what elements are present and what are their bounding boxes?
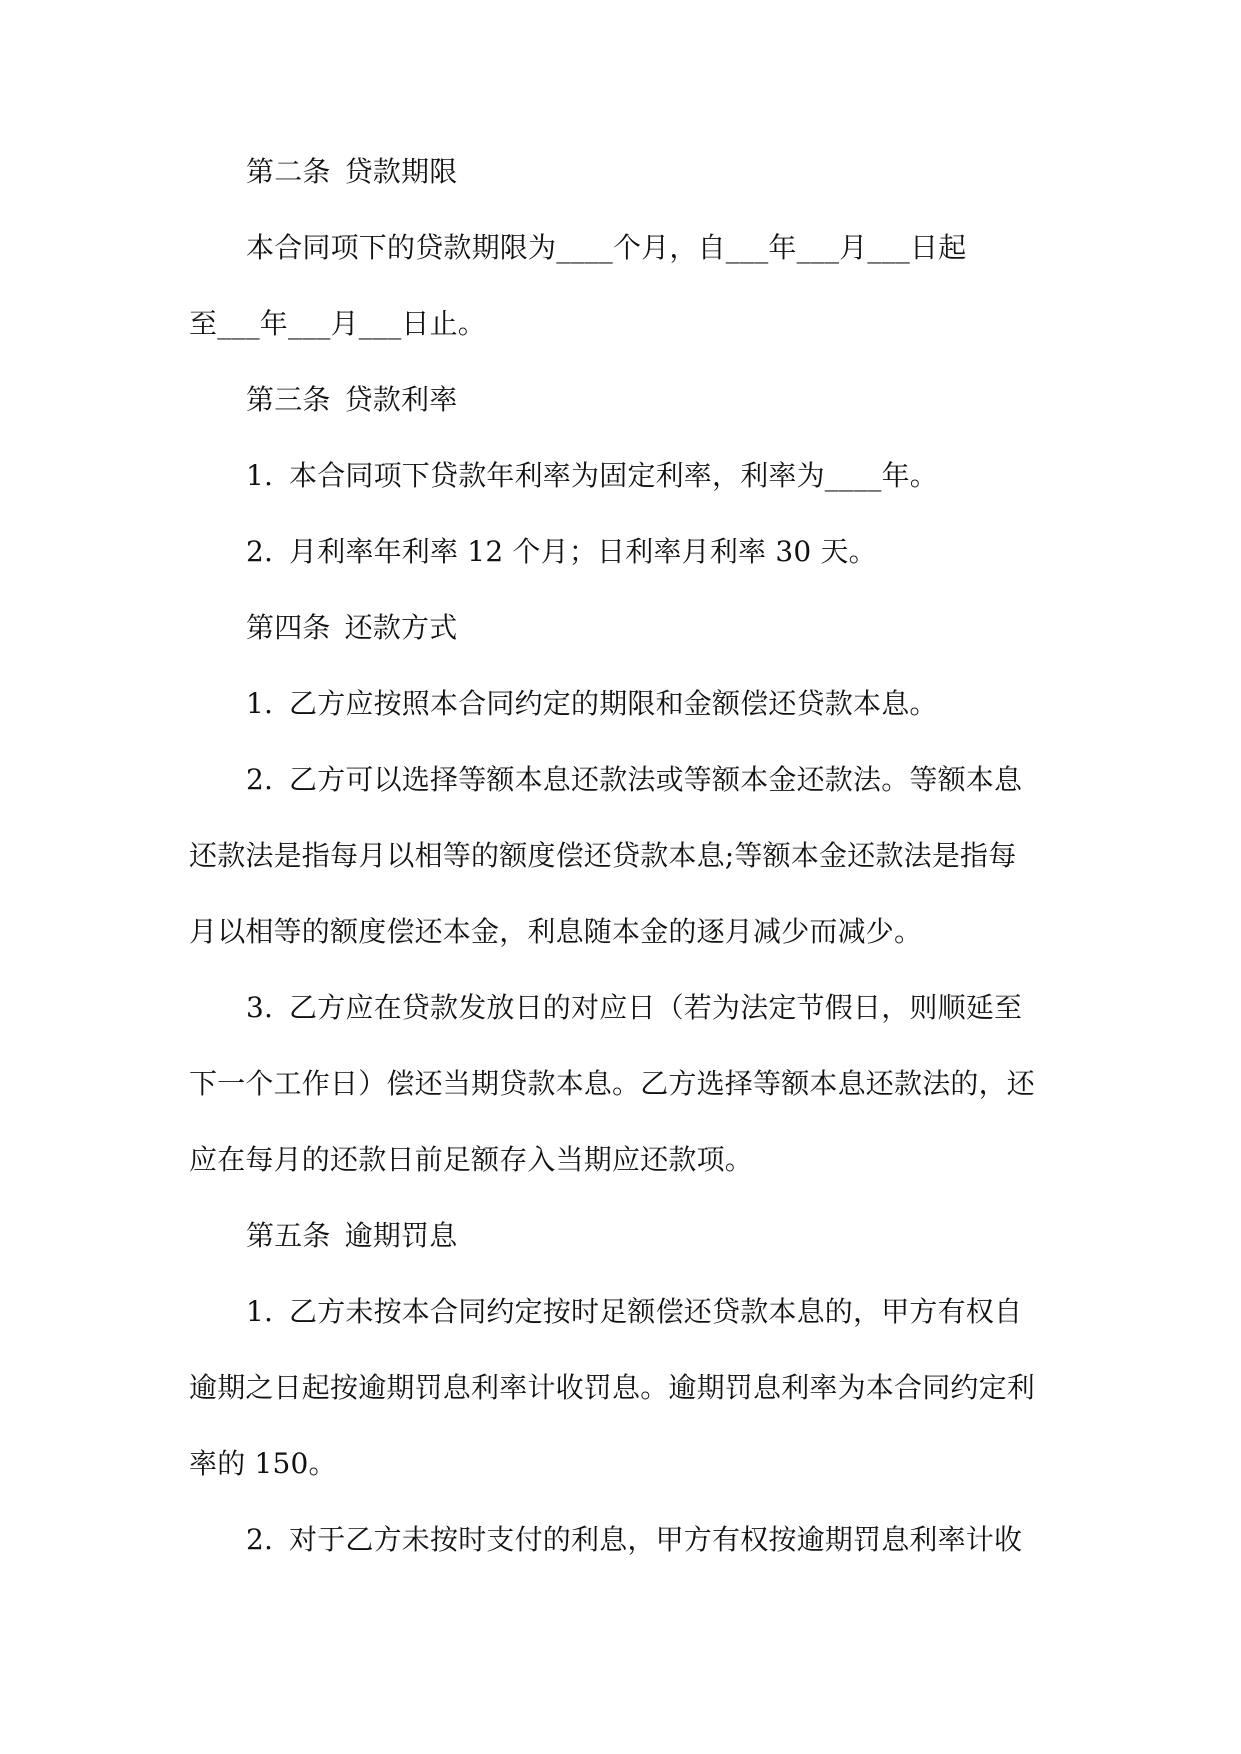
- article-4-heading: [189, 604, 1056, 680]
- article-3-heading: [189, 376, 1056, 452]
- list-item: [189, 1516, 1056, 1592]
- item-number: 1.: [246, 459, 274, 492]
- article-title: 逾期罚息: [344, 1219, 458, 1252]
- list-item: [189, 528, 1056, 604]
- list-item: [189, 756, 1056, 832]
- paragraph-line: 应在每月的还款日前足额存入当期应还款项。: [189, 1143, 754, 1176]
- item-text: 乙方应在贷款发放日的对应日（若为法定节假日，则顺延至: [289, 991, 1023, 1024]
- article-label: 第五条: [246, 1219, 331, 1252]
- paragraph-line: 下一个工作日）偿还当期贷款本息。乙方选择等额本息还款法的，还: [189, 1067, 1036, 1100]
- item-number: 1.: [246, 687, 274, 720]
- article-title: 还款方式: [344, 611, 458, 644]
- item-number: 2.: [246, 535, 274, 568]
- item-number: 2.: [246, 763, 274, 796]
- paragraph-line: 逾期之日起按逾期罚息利率计收罚息。逾期罚息利率为本合同约定利: [189, 1371, 1036, 1404]
- paragraph-line: 至___年___月___日止。: [189, 307, 487, 340]
- article-2-heading: [189, 148, 1056, 224]
- list-item: [189, 452, 1056, 528]
- item-text: 月利率年利率 12 个月；日利率月利率 30 天。: [289, 535, 877, 568]
- item-number: 1.: [246, 1295, 274, 1328]
- article-title: 贷款期限: [344, 155, 458, 188]
- item-number: 3.: [246, 991, 274, 1024]
- paragraph-line: 率的 150。: [189, 1447, 337, 1480]
- item-text: 乙方应按照本合同约定的期限和金额偿还贷款本息。: [289, 687, 938, 720]
- item-text: 对于乙方未按时支付的利息，甲方有权按逾期罚息利率计收: [289, 1523, 1023, 1556]
- item-number: 2.: [246, 1523, 274, 1556]
- paragraph-line: 还款法是指每月以相等的额度偿还贷款本息;等额本金还款法是指每: [189, 839, 1017, 872]
- article-label: 第二条: [246, 155, 331, 188]
- article-label: 第四条: [246, 611, 331, 644]
- list-item: [189, 680, 1056, 756]
- paragraph-line: 本合同项下的贷款期限为____个月，自___年___月___日起: [246, 231, 967, 264]
- item-text: 乙方可以选择等额本息还款法或等额本金还款法。等额本息: [289, 763, 1023, 796]
- item-text: 本合同项下贷款年利率为固定利率，利率为____年。: [289, 459, 939, 492]
- article-label: 第三条: [246, 383, 331, 416]
- list-item: [189, 984, 1056, 1060]
- item-text: 乙方未按本合同约定按时足额偿还贷款本息的，甲方有权自: [289, 1295, 1023, 1328]
- article-title: 贷款利率: [344, 383, 458, 416]
- article-5-heading: [189, 1212, 1056, 1288]
- list-item: [189, 1288, 1056, 1364]
- paragraph-line: 月以相等的额度偿还本金，利息随本金的逐月减少而减少。: [189, 915, 923, 948]
